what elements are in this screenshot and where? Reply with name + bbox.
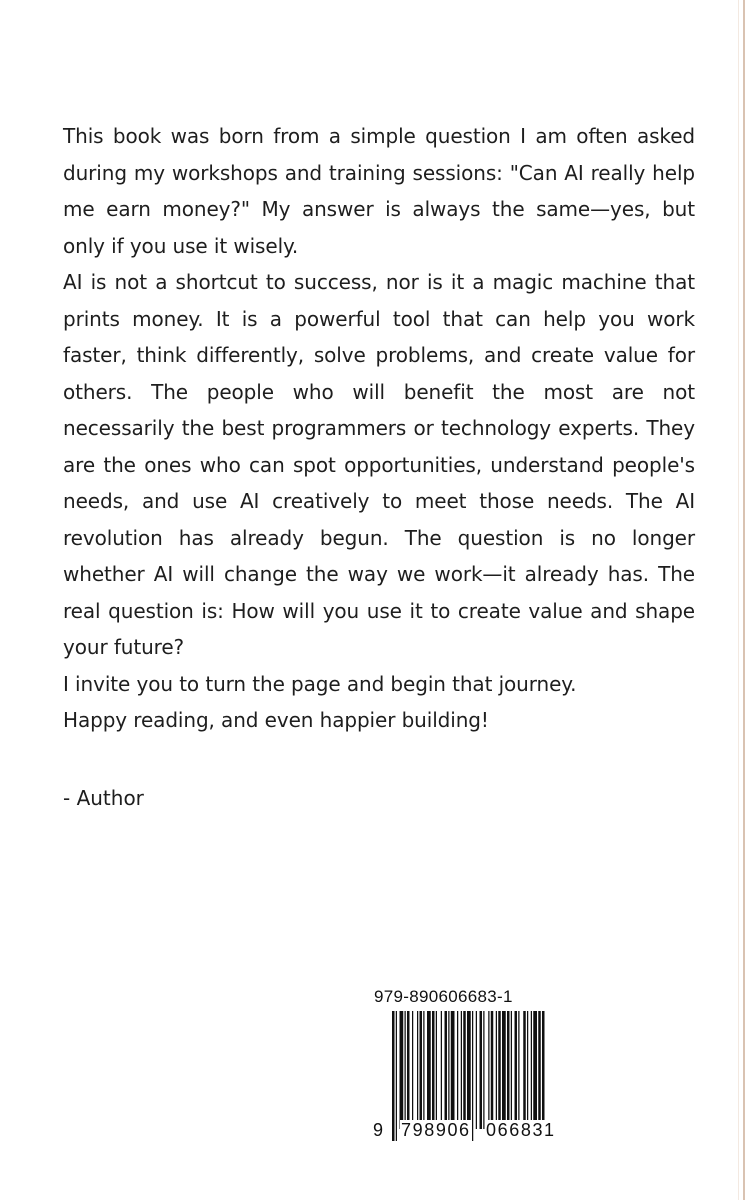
paragraph-intro: This book was born from a simple question I am often asked during my workshops and training sessions: "Can AI really help me earn money?" My answer is always the same—yes, but only if you use it wisely.: [63, 124, 695, 258]
barcode-bar: [531, 1011, 532, 1129]
barcode-bar: [427, 1011, 431, 1129]
barcode-bar: [436, 1011, 437, 1129]
barcode-bar: [511, 1011, 512, 1129]
barcode-digits: [370, 1120, 590, 1146]
barcode-digits-right: 066831: [486, 1120, 556, 1140]
barcode-bar: [533, 1011, 537, 1129]
isbn-barcode: [370, 985, 590, 1165]
barcode-bar: [476, 1011, 477, 1129]
isbn-number: 979-890606683-1: [374, 987, 513, 1006]
barcode-digits-left: 798906: [401, 1120, 471, 1140]
barcode-bar: [498, 1011, 501, 1129]
barcode-bar: [480, 1011, 483, 1129]
page-edge-line: [743, 0, 745, 1200]
barcode-bar: [457, 1011, 458, 1129]
barcode-bar: [507, 1011, 510, 1129]
barcode-bar: [417, 1011, 418, 1129]
paragraph-invite: I invite you to turn the page and begin that journey.: [63, 671, 577, 696]
barcode-bar: [502, 1011, 506, 1129]
barcode-bar: [432, 1011, 435, 1129]
barcode-bar: [448, 1011, 449, 1129]
barcode-bar: [515, 1011, 518, 1129]
barcode-bar: [483, 1011, 484, 1129]
barcode-bar: [463, 1011, 466, 1129]
barcode-bar: [527, 1011, 528, 1129]
barcode-bar: [538, 1011, 541, 1129]
paragraph-closing: Happy reading, and even happier building!: [63, 708, 489, 732]
barcode-bar: [488, 1011, 489, 1129]
barcode-bar: [496, 1011, 497, 1129]
barcode-bar: [405, 1011, 406, 1129]
page-edge-shadow: [738, 0, 739, 1200]
paragraph-main: AI is not a shortcut to success, nor is it a magic machine that prints money. It is a powerful tool that can help you work faster, think differently, solve problems, and create value for others. The people who will benefit the most are not necessarily the best programmers or technology experts. They are the ones who can spot opportunities, understand people's needs, and use AI creatively to meet those needs. The AI revolution has already begun. The question is no longer whether AI will change the way we work—it already has. The real question is: How will you use it to create value and shape your future?: [63, 270, 695, 659]
barcode-digit-first: 9: [373, 1120, 384, 1140]
barcode-bar: [445, 1011, 448, 1129]
barcode-bar: [523, 1011, 526, 1129]
barcode-bar: [518, 1011, 519, 1129]
barcode-bar: [407, 1011, 410, 1129]
barcode-bar: [461, 1011, 462, 1129]
barcode-bar: [451, 1011, 455, 1129]
barcode-bar: [441, 1011, 442, 1129]
barcode-bar: [491, 1011, 494, 1129]
barcode-bar: [423, 1011, 424, 1129]
barcode-bar: [420, 1011, 423, 1129]
author-signature: - Author: [63, 786, 144, 810]
barcode-bar: [412, 1011, 413, 1129]
blurb-text: [63, 118, 695, 739]
barcode-bar: [400, 1011, 404, 1129]
